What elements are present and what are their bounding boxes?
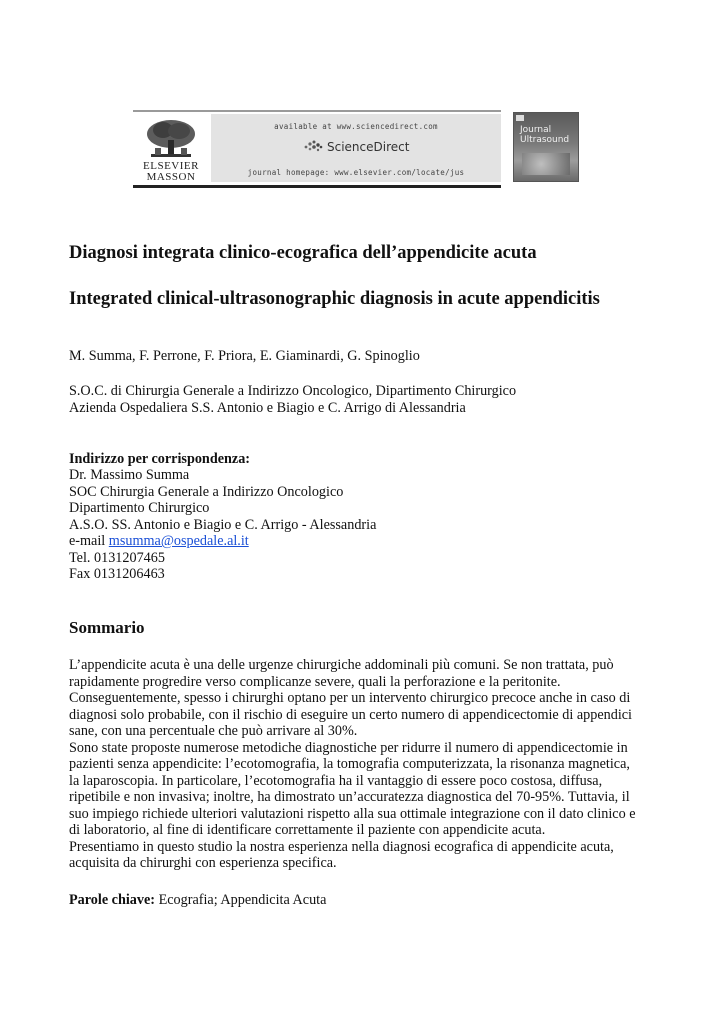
summary-line: L’appendicite acuta è una delle urgenze chirurgiche addominali più comuni. Se non trattata, può <box>69 657 614 673</box>
sciencedirect-wordmark: ScienceDirect <box>327 140 410 154</box>
summary-line: suo impiego richiede ulteriori valutazioni rispetto alla sua ottimale integrazione con il dato clinico e <box>69 805 636 822</box>
summary-line: Sono state proposte numerose metodiche diagnostiche per ridurre il numero di appendicectomie in <box>69 739 628 756</box>
sciencedirect-panel <box>211 114 501 182</box>
publisher-name-line1: ELSEVIER <box>143 160 199 172</box>
publisher-name-line2: MASSON <box>146 171 196 183</box>
summary-line: Conseguentemente, spesso i chirurghi optano per un intervento chirurgico precoce anche in caso di <box>69 690 631 706</box>
cover-image <box>522 153 570 175</box>
correspondence-heading: Indirizzo per corrispondenza: <box>69 451 251 467</box>
title-english: Integrated clinical-ultrasonographic diagnosis in acute appendicitis <box>69 289 600 309</box>
elsevier-tree-icon <box>143 118 199 160</box>
title-italian: Diagnosi integrata clinico-ecografica dell’appendicite acuta <box>69 243 537 263</box>
keywords-label: Parole chiave: <box>69 892 156 908</box>
journal-banner <box>133 110 579 188</box>
affiliation-line-2: Azienda Ospedaliera S.S. Antonio e Biagio e C. Arrigo di Alessandria <box>69 400 466 416</box>
elsevier-logo <box>133 116 209 182</box>
cover-badge <box>516 115 524 121</box>
correspondence-line-1: Dr. Massimo Summa <box>69 467 190 483</box>
email-label: e-mail <box>69 533 109 549</box>
banner-bottom-rule <box>133 185 501 188</box>
authors: M. Summa, F. Perrone, F. Priora, E. Giaminardi, G. Spinoglio <box>69 348 420 364</box>
correspondence-line-2: SOC Chirurgia Generale a Indirizzo Oncologico <box>69 484 344 500</box>
correspondence-line-4: A.S.O. SS. Antonio e Biagio e C. Arrigo - Alessandria <box>69 517 377 533</box>
journal-cover-thumbnail <box>513 112 579 182</box>
banner-top-rule <box>133 110 501 112</box>
summary-line: acquisita da chirurghi con esperienza specifica. <box>69 855 337 871</box>
journal-homepage-text: journal homepage: www.elsevier.com/locate/jus <box>247 168 465 177</box>
correspondence-fax: Fax 0131206463 <box>69 566 165 582</box>
summary-line: diagnosi solo probabile, con il rischio di eseguire un certo numero di appendicectomie di appendici <box>69 706 633 723</box>
summary-line: Presentiamo in questo studio la nostra esperienza nella diagnosi ecografica di appendicite acuta, <box>69 838 614 855</box>
cover-title-line1: Journal <box>520 125 552 135</box>
summary-line: pazienti senza appendicite: l’ecotomografia, la tomografia computerizzata, la risonanza magnetica, <box>69 756 630 772</box>
affiliation-line-1: S.O.C. di Chirurgia Generale a Indirizzo Oncologico, Dipartimento Chirurgico <box>69 383 517 399</box>
summary-line: ripetibile e non invasiva; inoltre, ha dimostrato un’accuratezza diagnostica del 70-95%. Tuttavia, il <box>69 789 630 805</box>
available-at-text: available at www.sciencedirect.com <box>274 122 438 131</box>
summary-body <box>69 657 669 872</box>
correspondence-line-3: Dipartimento Chirurgico <box>69 500 210 516</box>
summary-line: di laboratorio, al fine di identificare correttamente il paziente con appendicite acuta. <box>69 822 546 838</box>
summary-line: la laparoscopia. In particolare, l’ecotomografia ha il vantaggio di essere poco costosa, diffusa, <box>69 772 603 789</box>
sciencedirect-dots-icon <box>303 138 323 154</box>
keywords-value: Ecografia; Appendicita Acuta <box>155 892 327 908</box>
keywords-line <box>69 892 326 909</box>
correspondence-tel: Tel. 0131207465 <box>69 550 165 566</box>
summary-line: sane, con una percentuale che può arrivare al 30%. <box>69 723 358 739</box>
cover-title-line2: Ultrasound <box>520 135 570 145</box>
summary-heading: Sommario <box>69 618 145 637</box>
cover-title <box>520 125 574 145</box>
email-link[interactable]: msumma@ospedale.al.it <box>108 533 249 549</box>
summary-line: rapidamente progredire verso complicanze severe, quali la perforazione e la peritonite. <box>69 673 561 690</box>
correspondence-email-line <box>69 533 249 550</box>
